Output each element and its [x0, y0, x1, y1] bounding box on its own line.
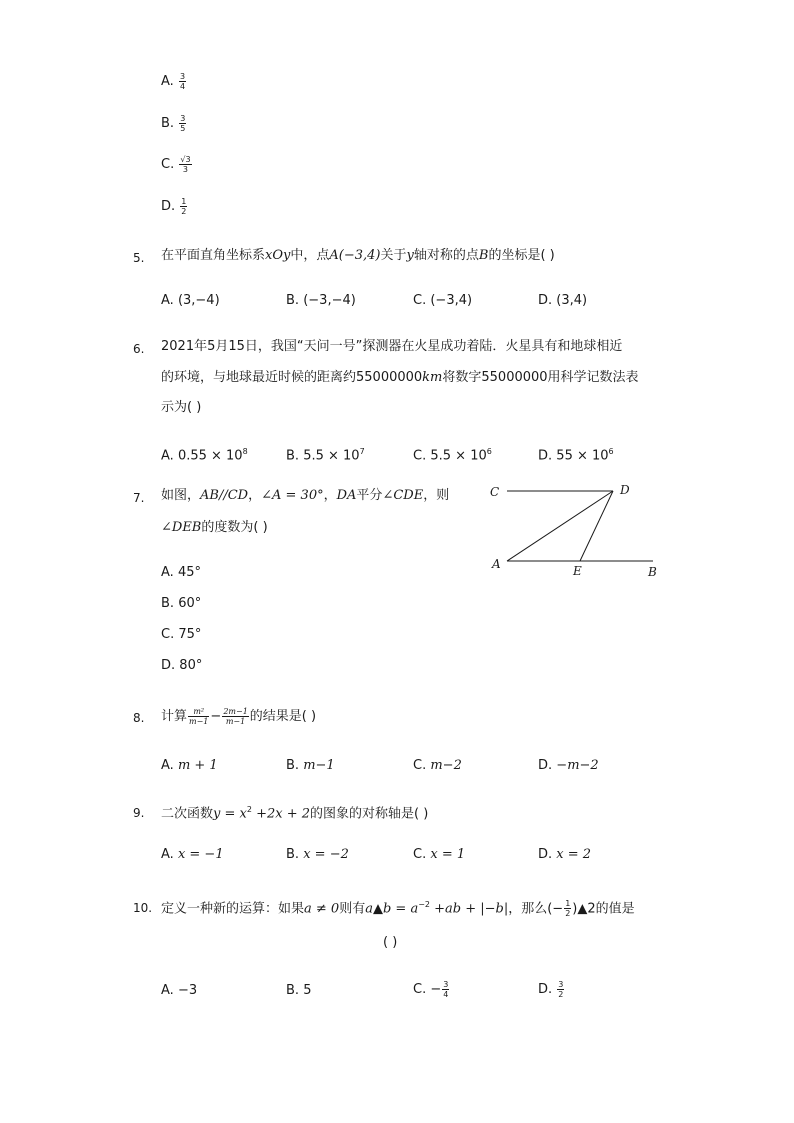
q6-option-c: C. $5.5 \times 10^6$ — [413, 447, 492, 464]
q6-stem-line1: 2021年5月15日，我国“天问一号”探测器在火星成功着陆．火星具有和地球相近 — [161, 339, 623, 354]
q9-option-b: B. x = −2 — [286, 847, 349, 862]
line-ad — [507, 491, 613, 561]
q6-option-d: D. $55 \times 10^6$ — [538, 447, 614, 464]
q7-stem-line2: ∠DEB的度数为( ) — [161, 520, 268, 535]
q10-stem: 定义一种新的运算：如果a ≠ 0则有a▲b = $a^{-2} +ab + |-b|$，那么(− $\frac{1}{2}$ )▲2的值是 — [161, 899, 635, 919]
q8-stem: 计算 $\frac{\text{m²}}{m-1}$ − $\frac{2m-1}{m-1}$ 的结果是( ) — [161, 707, 317, 726]
q5-option-d: D. (3,4) — [538, 293, 588, 308]
q4-option-c-fraction: $\frac{√3}{3}$ — [180, 155, 191, 174]
q7-option-c: C. 75° — [161, 627, 202, 642]
q4-option-d: D. $\frac{1}{2}$ — [161, 197, 187, 216]
q10-option-d: D. $\frac{3}{2}$ — [538, 980, 564, 999]
label-e: E — [573, 564, 582, 578]
q8-fraction-1: $\frac{\text{m²}}{m-1}$ — [189, 707, 209, 726]
q7-option-b: B. 60° — [161, 596, 202, 611]
q8-option-d: D. −m−2 — [538, 758, 599, 773]
q8-number: 8. — [133, 711, 145, 725]
q10-option-b: B. 5 — [286, 983, 312, 998]
label-c: C — [490, 485, 500, 499]
q10-option-a: A. −3 — [161, 983, 198, 998]
q10-answer-paren: ( ) — [383, 935, 398, 950]
q6-option-a: A. $0.55 \times 10^8$ — [161, 447, 248, 464]
q5-option-a: A. (3,−4) — [161, 293, 220, 308]
q10-option-c-fraction: $\frac{3}{4}$ — [443, 980, 449, 999]
label-a: A — [492, 557, 501, 571]
q10-half-fraction: $\frac{1}{2}$ — [565, 899, 571, 919]
label-d: D — [620, 483, 630, 497]
q10-option-c: C. − $\frac{3}{4}$ — [413, 980, 449, 999]
q10-option-d-fraction: $\frac{3}{2}$ — [558, 980, 564, 999]
q5-number: 5. — [133, 251, 145, 265]
q10-number: 10. — [133, 901, 153, 915]
q6-option-b: B. $5.5 \times 10^7$ — [286, 447, 365, 464]
q7-option-d: D. 80° — [161, 658, 203, 673]
q8-fraction-2: $\frac{2m-1}{m-1}$ — [223, 707, 248, 726]
q5-option-b: B. (−3,−4) — [286, 293, 356, 308]
q8-option-a: A. m + 1 — [161, 758, 218, 773]
q6-stem-line2: 的环境，与地球最近时候的距离约55000000km将数字55000000用科学记数法表 — [161, 370, 639, 385]
q9-option-c: C. x = 1 — [413, 847, 466, 862]
q9-option-d: D. x = 2 — [538, 847, 592, 862]
q7-option-a: A. 45° — [161, 565, 201, 580]
q5-stem: 在平面直角坐标系xOy中，点A(−3,4)关于y轴对称的点B的坐标是( ) — [161, 248, 555, 263]
label-b: B — [648, 565, 657, 579]
q7-geometry-figure — [485, 478, 665, 583]
q9-option-a: A. x = −1 — [161, 847, 224, 862]
q4-option-a: A. $\frac{3}{4}$ — [161, 72, 186, 91]
q9-stem: 二次函数$y = x^2 +2x + 2$的图象的对称轴是( ) — [161, 805, 429, 822]
q4-option-d-fraction: $\frac{1}{2}$ — [181, 197, 187, 216]
q7-number: 7. — [133, 491, 145, 505]
q5-option-c: C. (−3,4) — [413, 293, 473, 308]
q6-stem-line3: 示为( ) — [161, 400, 202, 415]
q8-option-c: C. m−2 — [413, 758, 462, 773]
q4-option-c: C. $\frac{√3}{3}$ — [161, 155, 191, 174]
q4-option-b: B. $\frac{3}{5}$ — [161, 114, 186, 133]
q4-option-b-fraction: $\frac{3}{5}$ — [180, 114, 186, 133]
q6-number: 6. — [133, 342, 145, 356]
q4-option-a-fraction: $\frac{3}{4}$ — [179, 72, 186, 91]
q7-stem-line1: 如图，AB//CD，∠A = 30°，DA平分∠CDE，则 — [161, 488, 450, 503]
q8-option-b: B. m−1 — [286, 758, 335, 773]
q9-number: 9. — [133, 806, 145, 820]
